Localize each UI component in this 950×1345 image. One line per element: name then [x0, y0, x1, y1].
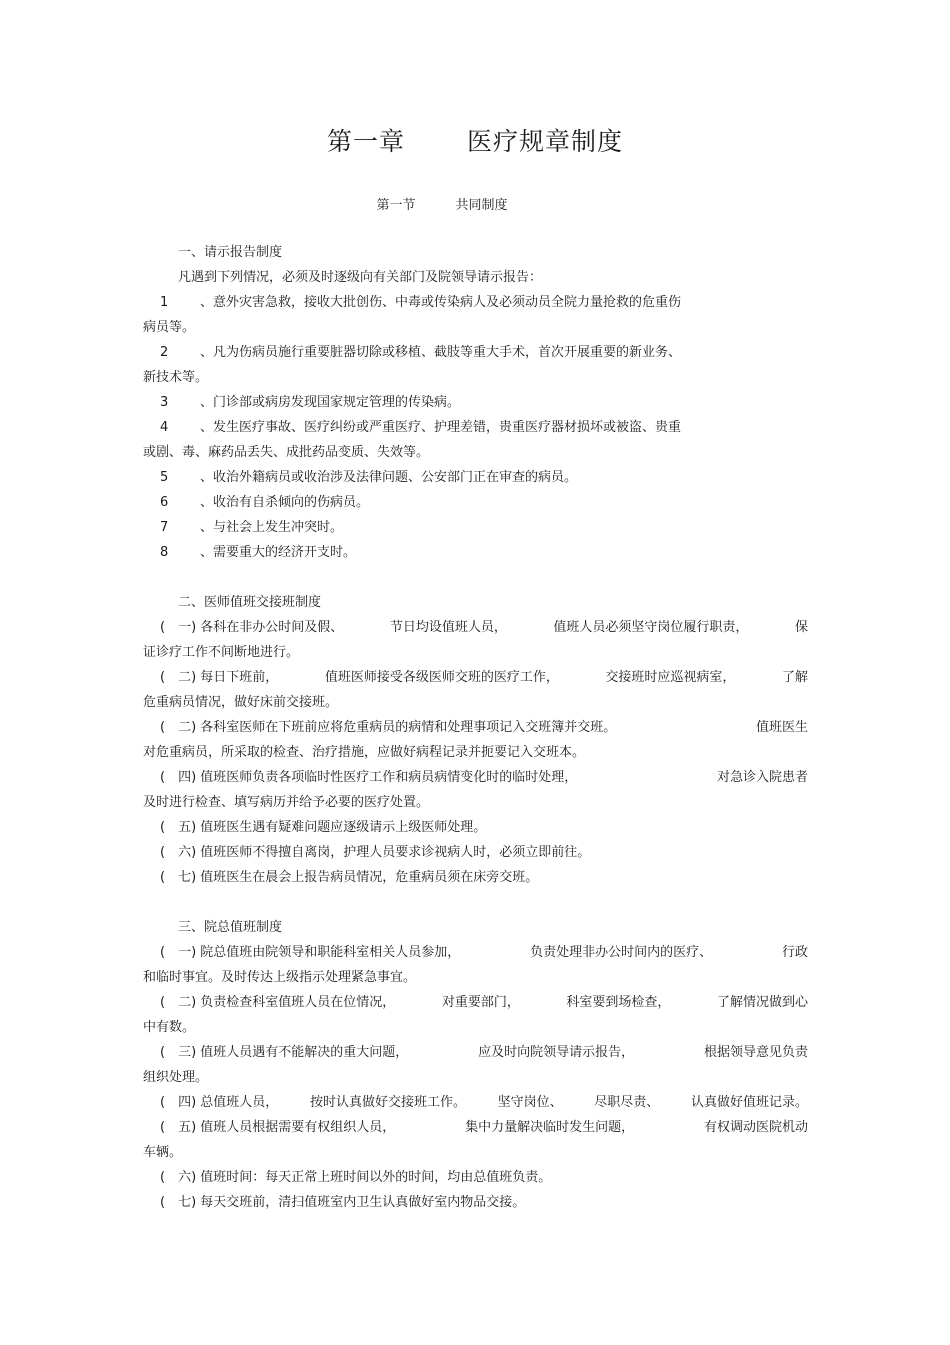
clause-segment: 对急诊入院患者 [716, 770, 808, 785]
clause-segment: ( 六) 值班时间：每天正常上班时间以外的时间，均由总值班负责。 [160, 1170, 552, 1185]
clause-segment: 应及时向院领导请示报告， [478, 1045, 635, 1060]
clause-segment: 值班人员必须坚守岗位履行职责， [553, 620, 749, 635]
clause-segment: 了解 [781, 670, 808, 685]
item-text: 、凡为伤病员施行重要脏器切除或移植、截肢等重大手术，首次开展重要的新业务、 [200, 345, 682, 360]
clause-segment: 节日均设值班人员， [389, 620, 507, 635]
clause-segment: ( 四) 值班医师负责各项临时性医疗工作和病员病情变化时的临时处理， [160, 770, 578, 785]
list-item [143, 340, 808, 365]
item-number: 8 [160, 545, 169, 560]
list-item [143, 465, 808, 490]
clause-item [143, 940, 808, 965]
clause-segment: 尽职尽责、 [594, 1095, 660, 1110]
clause-continuation: 证诊疗工作不间断地进行。 [143, 645, 300, 660]
section-number: 第一节 [376, 198, 416, 213]
clause-item [143, 715, 808, 740]
section-heading: 三、院总值班制度 [178, 920, 283, 935]
clause-segment: ( 七) 每天交班前，清扫值班室内卫生认真做好室内物品交接。 [160, 1195, 526, 1210]
section-title [0, 194, 884, 213]
clause-segment: 根据领导意见负责 [703, 1045, 808, 1060]
clause-continuation: 车辆。 [143, 1145, 183, 1160]
clause-segment: 负责处理非办公时间内的医疗、 [530, 945, 713, 960]
list-item [143, 540, 808, 565]
item-number: 1 [160, 295, 169, 310]
clause-item [143, 990, 808, 1015]
clause-segment: ( 二) 负责检查科室值班人员在位情况， [160, 995, 396, 1010]
item-number: 5 [160, 470, 169, 485]
item-text: 、发生医疗事故、医疗纠纷或严重医疗、护理差错，贵重医疗器材损坏或被盗、贵重 [200, 420, 682, 435]
clause-segment: ( 五) 值班人员根据需要有权组织人员， [160, 1120, 396, 1135]
clause-continuation: 组织处理。 [143, 1070, 209, 1085]
item-text: 、需要重大的经济开支时。 [200, 545, 357, 560]
item-number: 7 [160, 520, 169, 535]
clause-segment: ( 一) 各科在非办公时间及假、 [160, 620, 344, 635]
list-item [143, 515, 808, 540]
list-item [143, 290, 808, 315]
list-item [143, 390, 808, 415]
clause-segment: ( 六) 值班医师不得擅自离岗，护理人员要求诊视病人时，必须立即前往。 [160, 845, 591, 860]
clause-continuation: 危重病员情况，做好床前交接班。 [143, 695, 339, 710]
clause-item [143, 1115, 808, 1140]
clause-item [143, 1165, 808, 1190]
clause-segment: ( 四) 总值班人员， [160, 1095, 279, 1110]
list-item [143, 415, 808, 440]
item-number: 6 [160, 495, 169, 510]
section-heading: 二、医师值班交接班制度 [178, 595, 322, 610]
list-item [143, 490, 808, 515]
clause-segment: ( 二) 各科室医师在下班前应将危重病员的病情和处理事项记入交班簿并交班。 [160, 720, 617, 735]
clause-item [143, 865, 808, 890]
clause-segment: 坚守岗位、 [497, 1095, 563, 1110]
clause-segment: 值班医生 [755, 720, 808, 735]
chapter-name: 医疗规章制度 [467, 127, 624, 156]
clause-item [143, 840, 808, 865]
item-continuation: 或剧、毒、麻药品丢失、成批药品变质、失效等。 [143, 445, 430, 460]
item-continuation: 新技术等。 [143, 370, 209, 385]
clause-list [143, 615, 808, 890]
item-continuation: 病员等。 [143, 320, 196, 335]
clause-segment: 科室要到场检查， [566, 995, 671, 1010]
clause-item [143, 665, 808, 690]
item-number: 2 [160, 345, 169, 360]
clause-segment: ( 一) 院总值班由院领导和职能科室相关人员参加， [160, 945, 461, 960]
clause-segment: 保 [794, 620, 808, 635]
clause-list [143, 940, 808, 1215]
paragraph: 凡遇到下列情况，必须及时逐级向有关部门及院领导请示报告： [178, 270, 543, 285]
item-number: 3 [160, 395, 169, 410]
clause-segment: 集中力量解决临时发生问题， [465, 1120, 635, 1135]
section-heading: 一、请示报告制度 [178, 245, 283, 260]
clause-continuation: 中有数。 [143, 1020, 196, 1035]
clause-segment: ( 七) 值班医生在晨会上报告病员情况，危重病员须在床旁交班。 [160, 870, 539, 885]
item-number: 4 [160, 420, 169, 435]
clause-segment: 交接班时应巡视病室， [605, 670, 736, 685]
clause-segment: 按时认真做好交接班工作。 [309, 1095, 466, 1110]
clause-segment: 认真做好值班记录。 [690, 1095, 808, 1110]
numbered-list [143, 290, 808, 565]
clause-item [143, 815, 808, 840]
document-body [143, 240, 808, 1215]
clause-continuation: 和临时事宜。及时传达上级指示处理紧急事宜。 [143, 970, 417, 985]
clause-item [143, 1090, 808, 1115]
clause-continuation: 及时进行检查、填写病历并给予必要的医疗处置。 [143, 795, 430, 810]
clause-segment: 了解情况做到心 [716, 995, 808, 1010]
chapter-title [0, 122, 950, 158]
clause-item [143, 1190, 808, 1215]
item-text: 、门诊部或病房发现国家规定管理的传染病。 [200, 395, 461, 410]
clause-segment: 行政 [781, 945, 808, 960]
clause-item [143, 765, 808, 790]
clause-segment: ( 三) 值班人员遇有不能解决的重大问题， [160, 1045, 409, 1060]
item-text: 、收治外籍病员或收治涉及法律问题、公安部门正在审查的病员。 [200, 470, 578, 485]
clause-segment: ( 二) 每日下班前， [160, 670, 279, 685]
clause-segment: 有权调动医院机动 [703, 1120, 808, 1135]
item-text: 、收治有自杀倾向的伤病员。 [200, 495, 370, 510]
clause-item [143, 615, 808, 640]
item-text: 、与社会上发生冲突时。 [200, 520, 344, 535]
clause-continuation: 对危重病员，所采取的检查、治疗措施，应做好病程记录并扼要记入交班本。 [143, 745, 586, 760]
chapter-number: 第一章 [326, 127, 405, 156]
section-name: 共同制度 [455, 198, 508, 213]
clause-segment: 对重要部门， [441, 995, 520, 1010]
clause-segment: ( 五) 值班医生遇有疑难问题应逐级请示上级医师处理。 [160, 820, 487, 835]
clause-segment: 值班医师接受各级医师交班的医疗工作， [324, 670, 559, 685]
clause-item [143, 1040, 808, 1065]
item-text: 、意外灾害急救，接收大批创伤、中毒或传染病人及必须动员全院力量抢救的危重伤 [200, 295, 682, 310]
